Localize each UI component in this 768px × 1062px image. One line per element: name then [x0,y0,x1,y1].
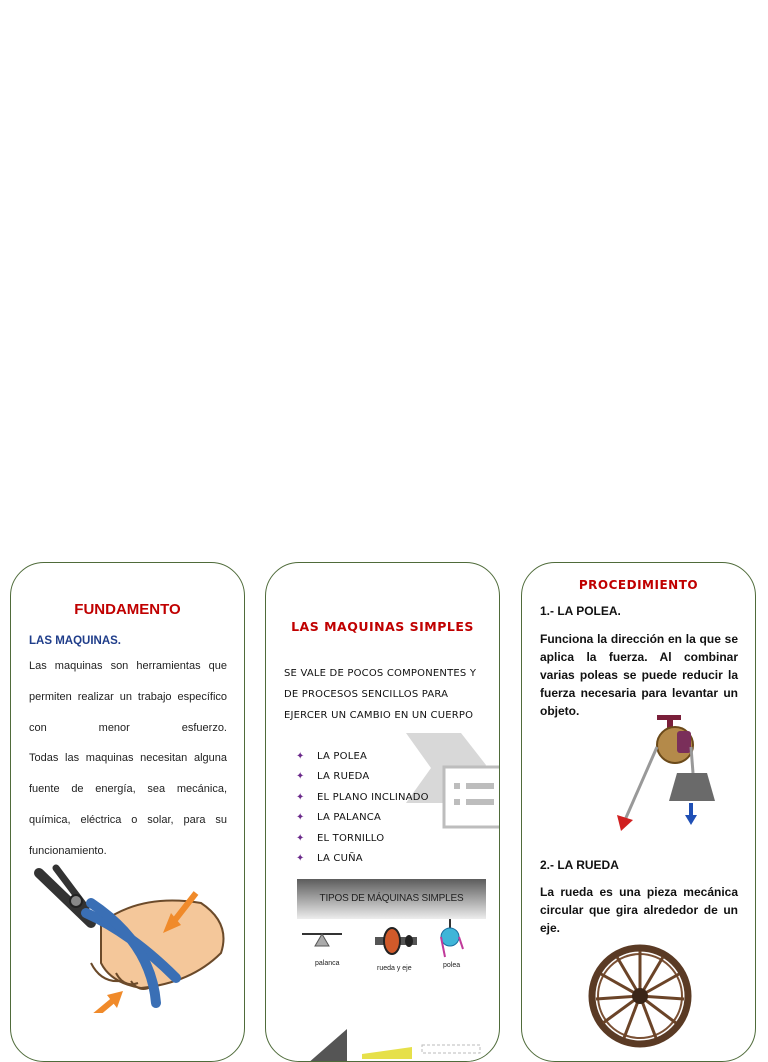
list-item [296,787,429,808]
panel-fundamento [10,562,245,1062]
star-bullet-icon: ✦ [296,791,305,803]
intro-line: DE PROCESOS SENCILLOS PARA [284,689,449,700]
polea-text: Funciona la dirección en la que se aplica la fuerza. Al combinar varias poleas se puede reducir la fuerza necesaria para levantar un objeto. [540,632,738,718]
star-bullet-icon: ✦ [296,771,305,783]
list-item-label: EL TORNILLO [317,832,385,844]
maquinas-paragraph-2: Todas las maquinas necesitan alguna fuente de energía, sea mecánica, química, eléctrica o solar, para su funcionamiento. [29,752,227,857]
rueda-heading: 2.- LA RUEDA [540,858,619,872]
maquinas-list [296,746,429,869]
pliers-hand-illustration [31,863,231,1013]
tipos-maquinas-diagram [297,879,486,1062]
wooden-wheel-illustration [588,941,692,1051]
lever-label: palanca [315,960,340,967]
fundamento-title: FUNDAMENTO [74,601,181,618]
star-bullet-icon: ✦ [296,853,305,865]
pulley-label: polea [443,962,461,969]
polea-heading: 1.- LA POLEA. [540,604,621,618]
maquinas-paragraph-1: Las maquinas son herramientas que permiten realizar un trabajo específico con menor esfuerzo. [29,660,227,734]
maquinas-subtitle: LAS MAQUINAS. [29,635,121,647]
intro-line: SE VALE DE POCOS COMPONENTES Y [284,668,477,679]
maquinas-simples-intro [284,663,489,726]
simple-machines-illustration [297,919,486,1062]
wheel-axle-label: rueda y eje [377,965,412,972]
star-bullet-icon: ✦ [296,750,305,762]
maquinas-simples-title: LAS MAQUINAS SIMPLES [291,619,474,634]
list-item [296,828,429,849]
panel-maquinas-simples [265,562,500,1062]
star-bullet-icon: ✦ [296,832,305,844]
panel-procedimiento [521,562,756,1062]
diagram-heading: TIPOS DE MÁQUINAS SIMPLES [297,879,486,919]
procedimiento-title: PROCEDIMIENTO [578,578,699,592]
list-item-label: LA PALANCA [317,812,381,824]
list-item-label: EL PLANO INCLINADO [317,791,429,803]
star-bullet-icon: ✦ [296,812,305,824]
list-item [296,808,429,829]
list-item-label: LA RUEDA [317,771,370,783]
list-item [296,767,429,788]
list-item [296,849,429,870]
pulley-illustration [607,715,717,835]
list-item-label: LA CUÑA [317,853,363,865]
rueda-text: La rueda es una pieza mecánica circular que gira alrededor de un eje. [540,885,738,935]
list-item [296,746,429,767]
list-item-label: LA POLEA [317,750,368,762]
intro-line: EJERCER UN CAMBIO EN UN CUERPO [284,710,474,721]
